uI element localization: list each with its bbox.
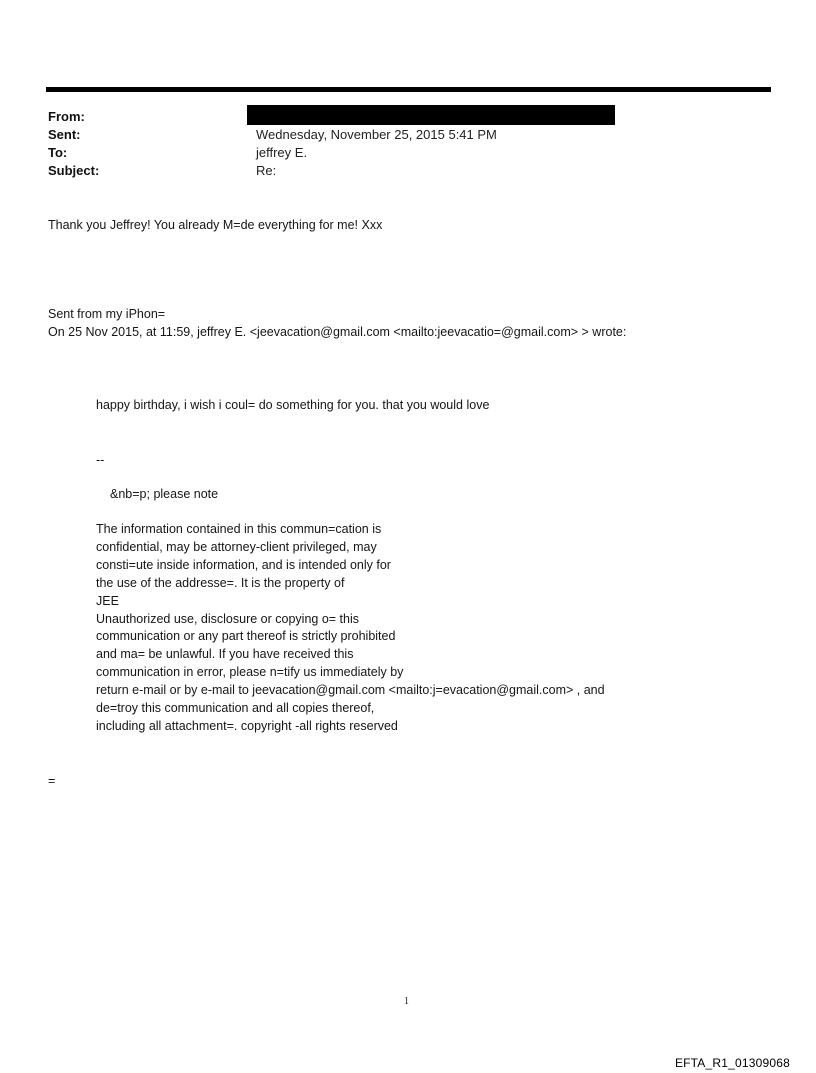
- disclaimer-line: consti=ute inside information, and is intended only for: [96, 557, 391, 572]
- trailing-equals: =: [48, 774, 56, 788]
- disclaimer-line: including all attachment=. copyright -all rights reserved: [96, 718, 398, 733]
- disclaimer-line: The information contained in this commun=cation is: [96, 522, 382, 536]
- disclaimer-line: de=troy this communication and all copies thereof,: [96, 701, 375, 716]
- disclaimer-line: communication or any part thereof is strictly prohibited: [96, 629, 396, 644]
- document-id: EFTA_R1_01309068: [674, 1056, 790, 1070]
- disclaimer-line: JEE: [96, 593, 119, 608]
- page-number: 1: [404, 996, 409, 1007]
- subject-label: Subject:: [48, 163, 100, 178]
- signature-separator: --: [96, 453, 105, 467]
- subject-value: Re:: [256, 163, 277, 178]
- sent-value: Wednesday, November 25, 2015 5:41 PM: [256, 127, 497, 142]
- attribution-line: On 25 Nov 2015, at 11:59, jeffrey E. <jeevacation@gmail.com <mailto:jeevacatio=@gmail.com> > wrote:: [48, 325, 627, 339]
- to-value: jeffrey E.: [256, 145, 308, 160]
- reply-line: Thank you Jeffrey! You already M=de everything for me! Xxx: [48, 218, 383, 232]
- sent-label: Sent:: [48, 127, 81, 142]
- redaction-bar: [247, 105, 615, 125]
- disclaimer-line: confidential, may be attorney-client privileged, may: [96, 539, 377, 554]
- quoted-message: happy birthday, i wish i coul= do something for you. that you would love: [96, 398, 490, 412]
- disclaimer-line: return e-mail or by e-mail to jeevacation@gmail.com <mailto:j=evacation@gmail.com> , and: [96, 683, 605, 698]
- disclaimer-line: the use of the addresse=. It is the property of: [96, 575, 345, 590]
- signature-line: Sent from my iPhon=: [48, 307, 166, 321]
- from-label: From:: [48, 109, 85, 124]
- note-line: &nb=p; please note: [110, 487, 219, 501]
- disclaimer-line: Unauthorized use, disclosure or copying o= this: [96, 611, 359, 626]
- disclaimer-line: communication in error, please n=tify us immediately by: [96, 665, 404, 680]
- header-divider: [46, 87, 771, 92]
- disclaimer-line: and ma= be unlawful. If you have received this: [96, 647, 354, 662]
- disclaimer-block: [96, 521, 605, 736]
- to-label: To:: [48, 145, 68, 160]
